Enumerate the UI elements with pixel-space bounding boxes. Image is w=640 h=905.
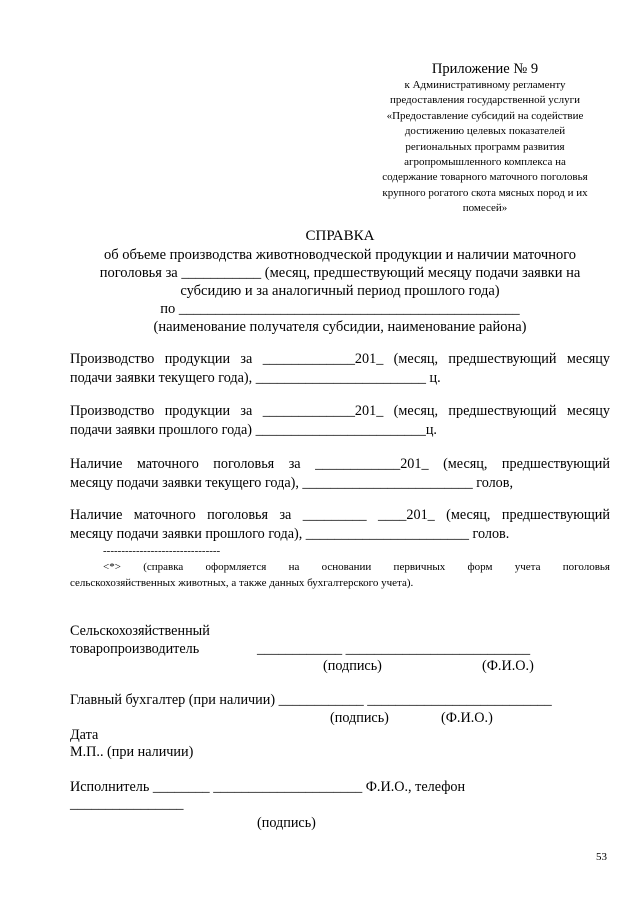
stamp-label: М.П.. (при наличии) [70,744,194,760]
appendix-line: к Административному регламенту [404,79,566,91]
paragraph-line: Производство продукции за _____________201_ (месяц, предшествующий месяцу [70,351,610,367]
footnote-line: сельскохозяйственных животных, а также данных бухгалтерского учета). [70,577,414,589]
footnote-line: <*> (справка оформляется на основании первичных форм учета поголовья [103,561,610,573]
appendix-title: Приложение № 9 [431,61,539,77]
appendix-line: «Предоставление субсидий на содействие [386,109,584,122]
production-previous-paragraph [70,402,610,440]
paragraph-line: Производство продукции за _____________201_ (месяц, предшествующий месяцу [70,403,610,419]
appendix-line: помесей» [462,202,508,215]
producer-sign-caption: (подпись) [323,658,382,674]
producer-fio-caption: (Ф.И.О.) [482,658,534,674]
appendix-line: содержание товарного маточного поголовья [382,171,588,184]
accountant-sign-caption: (подпись) [330,710,389,726]
executor-sign-caption: (подпись) [257,815,316,831]
production-current-paragraph [70,350,610,388]
subtitle-line: по _______________________________________________ [160,301,520,317]
executor-line: Исполнитель ________ _____________________ Ф.И.О., телефон [70,779,466,795]
subtitle-line: поголовья за ___________ (месяц, предшествующий месяцу подачи заявки на [99,265,581,281]
appendix-line: агропромышленного комплекса на [404,156,566,169]
appendix-line: крупного рогатого скота мясных пород и их [382,186,588,199]
page-number: 53 [596,851,607,863]
subtitle-line: об объеме производства животноводческой продукции и наличии маточного [103,247,577,263]
paragraph-line: Наличие маточного поголовья за _________ ____201_ (месяц, предшествующий [70,507,610,523]
accountant-line: Главный бухгалтер (при наличии) ____________ __________________________ [70,692,552,708]
paragraph-line: подачи заявки прошлого года) ________________________ц. [70,422,437,438]
producer-signature-field: ____________ __________________________ [257,641,531,657]
appendix-header [360,60,610,217]
livestock-previous-paragraph [70,506,610,544]
appendix-line: региональных программ развития [405,140,565,153]
producer-label: Сельскохозяйственный [70,623,210,639]
accountant-fio-caption: (Ф.И.О.) [441,710,493,726]
livestock-current-paragraph [70,455,610,493]
paragraph-line: месяцу подачи заявки прошлого года), _______________________ голов. [70,526,510,542]
date-label: Дата [70,727,99,743]
producer-label: товаропроизводитель [70,641,200,657]
paragraph-line: подачи заявки текущего года), ________________________ ц. [70,370,441,386]
executor-phone-field: ________________ [70,796,184,812]
subtitle-line: (наименование получателя субсидии, наименование района) [153,319,527,335]
footnote-separator: -------------------------------- [103,545,221,557]
appendix-line: достижению целевых показателей [404,125,566,138]
subtitle-line: субсидию и за аналогичный период прошлого года) [180,283,500,299]
paragraph-line: Наличие маточного поголовья за ____________201_ (месяц, предшествующий [70,456,610,472]
appendix-line: предоставления государственной услуги [389,94,581,107]
document-title: СПРАВКА [305,228,375,244]
paragraph-line: месяцу подачи заявки текущего года), ________________________ голов, [70,475,514,491]
